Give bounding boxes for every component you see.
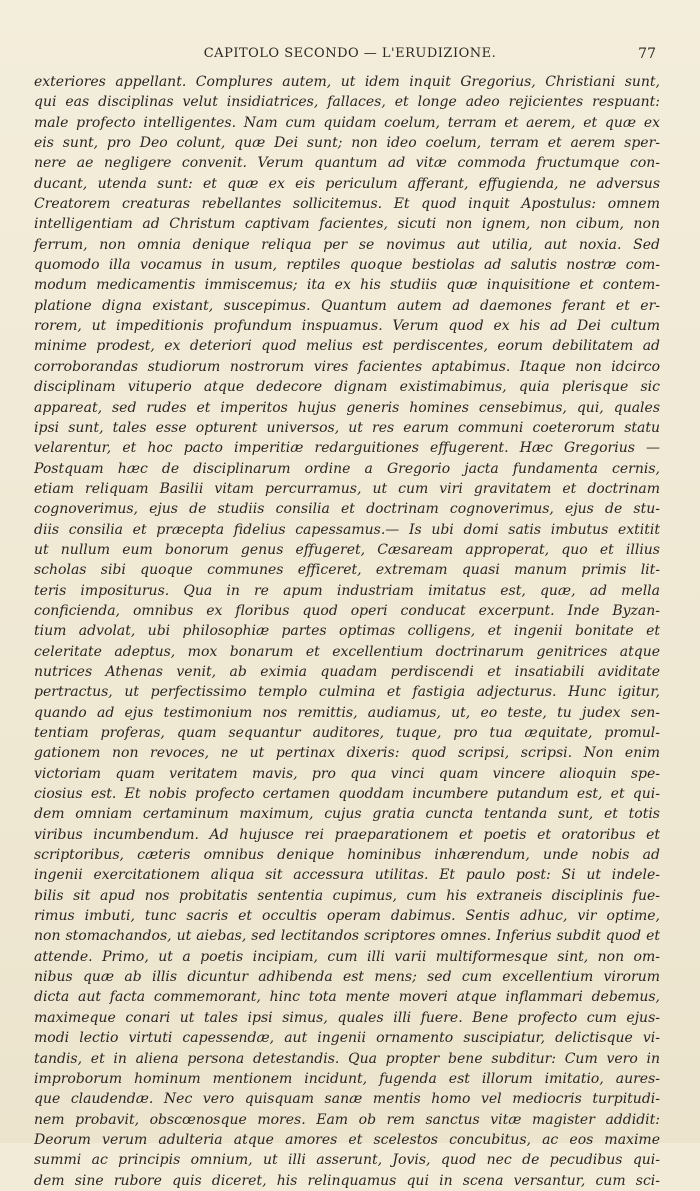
text-line: gationem non revoces, ne ut pertinax dixeris: quod scripsi, scripsi. Non enim — [34, 745, 660, 762]
text-line: pertractus, ut perfectissimo templo culmina et fastigia adjecturus. Hunc igitur, — [34, 684, 660, 701]
text-line: ducant, utenda sunt: et quæ ex eis periculum afferant, effugienda, ne adversus — [34, 175, 660, 192]
text-line: ciosius est. Et nobis profecto certamen quoddam incumbere putandum est, et qui- — [34, 786, 660, 803]
text-line: nibus quæ ab illis dicuntur adhibenda est mens; sed cum excellentium virorum — [34, 969, 660, 986]
text-line: scriptoribus, cæteris omnibus denique hominibus inhærendum, unde nobis ad — [34, 847, 660, 864]
text-line: Creatorem creaturas rebellantes sollicitemus. Et quod inquit Apostulus: omnem — [34, 196, 660, 213]
text-line: Deorum verum adulteria atque amores et scelestos concubitus, ac eos maxime — [34, 1131, 660, 1148]
text-line: cognoverimus, ejus de studiis consilia et doctrinam cognoverimus, ejus de stu- — [34, 501, 660, 518]
text-line: victoriam quam veritatem mavis, pro qua vinci quam vincere alioquin spe- — [34, 765, 660, 782]
text-line: bilis sit apud nos probitatis sententia cupimus, cum his extraneis disciplinis fue- — [34, 887, 660, 904]
text-line: ingenii exercitationem aliqua sit accessura utilitas. Et paulo post: Si ut indele- — [34, 867, 660, 884]
text-line: maximeque conari ut tales ipsi simus, quales illi fuere. Bene profecto cum ejus- — [34, 1009, 660, 1026]
text-line: qui eas disciplinas velut insidiatrices, fallaces, et longe adeo rejicientes respuant: — [34, 94, 660, 111]
text-line: etiam reliquam Basilii vitam percurramus, ut cum viri gravitatem et doctrinam — [34, 480, 660, 497]
text-line: rimus imbuti, tunc sacris et occultis operam dabimus. Sentis adhuc, vir optime, — [34, 908, 660, 925]
running-head: CAPITOLO SECONDO — L'ERUDIZIONE. — [203, 46, 497, 61]
text-line: viribus incumbendum. Ad hujusce rei praeparationem et poetis et oratoribus et — [34, 826, 660, 843]
text-line: quomodo illa vocamus in usum, reptiles quoque bestiolas ad salutis nostræ com- — [34, 257, 660, 274]
page-number: 77 — [638, 46, 656, 62]
text-line: que claudendæ. Nec vero quisquam sanæ mentis homo vel mediocris turpitudi- — [34, 1091, 660, 1108]
text-line: nutrices Athenas venit, ab eximia quadam perdiscendi et insatiabili aviditate — [34, 663, 660, 680]
text-line: platione digna existant, suscepimus. Quantum autem ad daemones ferant et er- — [34, 297, 660, 314]
text-line: tentiam proferas, quam sequantur auditores, tuque, pro tua æquitate, promul- — [34, 725, 660, 741]
text-line: eis sunt, pro Deo colunt, quæ Dei sunt; non ideo coelum, terram et aerem sper- — [34, 135, 660, 152]
text-line: modum medicamentis immiscemus; ita ex his studiis quæ inquisitione et contem- — [34, 277, 660, 294]
text-line: intelligentiam ad Christum captivam facientes, sicuti non ignem, non cibum, non — [34, 216, 660, 233]
text-line: disciplinam vituperio atque dedecore dignam existimabimus, quia plerisque sic — [34, 379, 660, 396]
text-line: dem sine rubore quis diceret, his relinquamus qui in scena versantur, cum sci- — [34, 1172, 660, 1189]
text-line: attende. Primo, ut a poetis incipiam, cum illi varii multiformesque sint, non om- — [34, 948, 660, 965]
text-line: exteriores appellant. Complures autem, ut idem inquit Gregorius, Christiani sunt, — [34, 74, 660, 90]
text-line: male profecto intelligentes. Nam cum quidam coelum, terram et aerem, et quæ ex — [34, 114, 660, 131]
text-line: nem probavit, obscœnosque mores. Eam ob rem sanctus vitæ magister addidit: — [34, 1111, 660, 1128]
text-line: teris impositurus. Qua in re apum industriam imitatus est, quæ, ad mella — [34, 582, 660, 599]
text-line: velarentur, et hoc pacto imperitiæ redarguitiones effugerent. Hæc Gregorius — — [34, 440, 660, 457]
text-line: ut nullum eum bonorum genus effugeret, Cæsaream approperat, quo et illius — [34, 541, 660, 558]
text-line: Postquam hæc de disciplinarum ordine a Gregorio jacta fundamenta cernis, — [34, 460, 660, 477]
text-line: appareat, sed rudes et imperitos hujus generis homines censebimus, qui, quales — [34, 399, 660, 416]
text-line: minime prodest, ex deteriori quod melius est perdiscentes, eorum debilitatem ad — [34, 338, 660, 355]
text-line: tandis, et in aliena persona detestandis. Qua propter bene subditur: Cum vero in — [34, 1050, 660, 1067]
text-line: improborum hominum mentionem incidunt, fugenda est illorum imitatio, aures- — [34, 1070, 660, 1087]
page-header — [0, 46, 700, 66]
text-line: scholas sibi quoque communes efficeret, extremam quasi manum primis lit- — [34, 562, 660, 579]
text-line: summi ac principis omnium, ut illi asserunt, Jovis, quod nec de pecudibus qui- — [34, 1152, 660, 1169]
text-line: conficienda, omnibus ex floribus quod operi conducat excerpunt. Inde Byzan- — [34, 602, 660, 619]
text-line: non stomachandos, ut aiebas, sed lectitandos scriptores omnes. Inferius subdit quod et — [34, 928, 660, 945]
text-line: nere ae negligere convenit. Verum quantum ad vitæ commoda fructumque con- — [34, 155, 660, 172]
text-line: ipsi sunt, tales esse opturent universos, ut res earum communi coeterorum statu — [34, 419, 660, 436]
text-line: rorem, ut impeditionis profundum inspuamus. Verum quod ex his ad Dei cultum — [34, 318, 660, 335]
text-line: dicta aut facta commemorant, hinc tota mente moveri atque inflammari debemus, — [34, 989, 660, 1006]
text-line: modi lectio virtuti capessendæ, aut ingenii ornamento suscipiatur, delictisque vi- — [34, 1030, 660, 1047]
text-line: corroborandas studiorum nostrorum vires facientes aptabimus. Itaque non idcirco — [34, 358, 660, 375]
text-line: quando ad ejus testimonium nos remittis, audiamus, ut, eo teste, tu judex sen- — [34, 704, 660, 721]
text-line: tium advolat, ubi philosophiæ partes optimas colligens, et ingenii bonitate et — [34, 623, 660, 640]
text-line: celeritate adeptus, mox bonarum et excellentium doctrinarum genitrices atque — [34, 643, 660, 660]
text-line: ferrum, non omnia denique reliqua per se novimus aut utilia, aut noxia. Sed — [34, 236, 660, 253]
text-line: dem omniam certaminum maximum, cujus gratia cuncta tentanda sunt, et totis — [34, 806, 660, 823]
text-line: diis consilia et præcepta fidelius capessamus.— Is ubi domi satis imbutus extitit — [34, 521, 660, 538]
body-text — [34, 72, 660, 1191]
